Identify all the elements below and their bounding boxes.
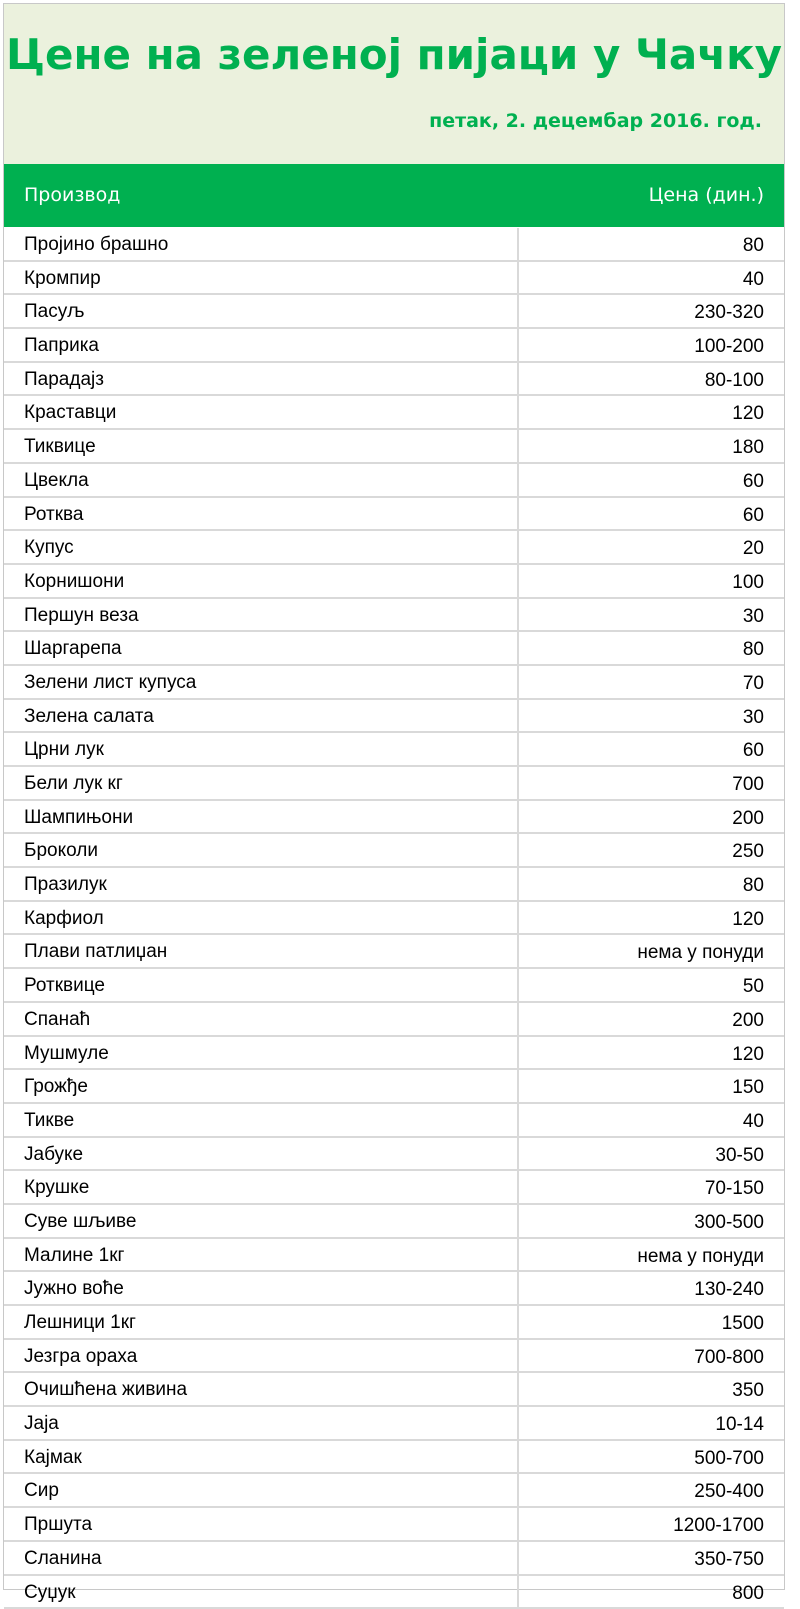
column-divider	[517, 329, 519, 361]
table-row	[4, 329, 784, 363]
table-row	[4, 1070, 784, 1104]
product-name: Плави патлиџан	[24, 941, 167, 963]
table-row	[4, 1474, 784, 1508]
column-divider	[517, 902, 519, 934]
column-divider	[517, 1441, 519, 1473]
product-price: 350	[732, 1380, 764, 1402]
table-row	[4, 1576, 784, 1609]
table-row	[4, 464, 784, 498]
product-name: Пројино брашно	[24, 234, 168, 256]
table-row	[4, 666, 784, 700]
column-divider	[517, 1542, 519, 1574]
product-name: Зелени лист купуса	[24, 672, 196, 694]
product-name: Сир	[24, 1480, 59, 1502]
product-price: 80-100	[705, 370, 764, 392]
table-row	[4, 1138, 784, 1172]
product-name: Пршута	[24, 1514, 92, 1536]
product-price: 230-320	[694, 302, 764, 324]
column-divider	[517, 1037, 519, 1069]
product-price: 10-14	[715, 1414, 764, 1436]
table-row	[4, 868, 784, 902]
table-row	[4, 733, 784, 767]
column-divider	[517, 1171, 519, 1203]
column-divider	[517, 1239, 519, 1271]
table-row	[4, 1037, 784, 1071]
product-name: Тикве	[24, 1110, 74, 1132]
page-header	[4, 4, 784, 164]
product-name: Суве шљиве	[24, 1211, 136, 1233]
product-price: 100	[732, 572, 764, 594]
column-divider	[517, 464, 519, 496]
product-price: 120	[732, 1044, 764, 1066]
column-divider	[517, 1205, 519, 1237]
product-name: Першун веза	[24, 605, 139, 627]
product-name: Шампињони	[24, 807, 133, 829]
product-name: Шаргарепа	[24, 638, 122, 660]
table-row	[4, 801, 784, 835]
product-price: нема у понуди	[637, 942, 764, 964]
product-price: 30	[743, 707, 764, 729]
column-divider	[517, 498, 519, 530]
product-name: Суџук	[24, 1582, 76, 1604]
column-divider	[517, 1340, 519, 1372]
column-divider	[517, 632, 519, 664]
column-divider	[517, 565, 519, 597]
product-name: Корнишони	[24, 571, 124, 593]
product-price: 300-500	[694, 1212, 764, 1234]
column-header-product: Производ	[24, 184, 120, 206]
product-price: 250-400	[694, 1481, 764, 1503]
price-list-frame	[3, 3, 785, 1590]
product-name: Крушке	[24, 1177, 89, 1199]
price-table	[4, 228, 784, 1609]
column-divider	[517, 599, 519, 631]
product-name: Кајмак	[24, 1447, 82, 1469]
column-divider	[517, 1373, 519, 1405]
table-header	[4, 164, 784, 227]
column-divider	[517, 801, 519, 833]
table-row	[4, 1306, 784, 1340]
table-row	[4, 498, 784, 532]
product-name: Језгра ораха	[24, 1346, 137, 1368]
table-row	[4, 632, 784, 666]
table-row	[4, 1373, 784, 1407]
table-row	[4, 228, 784, 262]
product-price: 350-750	[694, 1549, 764, 1571]
table-row	[4, 1003, 784, 1037]
product-price: 30	[743, 606, 764, 628]
table-row	[4, 1441, 784, 1475]
column-divider	[517, 531, 519, 563]
product-name: Спанаћ	[24, 1009, 90, 1031]
table-row	[4, 430, 784, 464]
table-row	[4, 1508, 784, 1542]
product-name: Бели лук кг	[24, 773, 123, 795]
product-price: 20	[743, 538, 764, 560]
column-divider	[517, 1003, 519, 1035]
column-divider	[517, 1272, 519, 1304]
product-name: Очишћена живина	[24, 1379, 187, 1401]
product-price: 60	[743, 505, 764, 527]
column-divider	[517, 1474, 519, 1506]
column-divider	[517, 295, 519, 327]
product-price: 1500	[722, 1313, 764, 1335]
product-price: 80	[743, 639, 764, 661]
table-row	[4, 935, 784, 969]
product-price: 180	[732, 437, 764, 459]
table-row	[4, 396, 784, 430]
product-price: 30-50	[715, 1145, 764, 1167]
product-name: Ротквице	[24, 975, 105, 997]
product-name: Краставци	[24, 402, 116, 424]
product-name: Зелена салата	[24, 706, 154, 728]
column-divider	[517, 733, 519, 765]
product-price: 500-700	[694, 1448, 764, 1470]
product-price: нема у понуди	[637, 1246, 764, 1268]
column-divider	[517, 868, 519, 900]
table-row	[4, 565, 784, 599]
table-row	[4, 1104, 784, 1138]
product-price: 120	[732, 403, 764, 425]
column-divider	[517, 935, 519, 967]
product-price: 200	[732, 808, 764, 830]
product-price: 40	[743, 1111, 764, 1133]
table-row	[4, 834, 784, 868]
table-row	[4, 902, 784, 936]
product-name: Сланина	[24, 1548, 102, 1570]
table-row	[4, 700, 784, 734]
column-divider	[517, 430, 519, 462]
product-price: 1200-1700	[673, 1515, 764, 1537]
product-name: Јаја	[24, 1413, 59, 1435]
product-name: Броколи	[24, 840, 98, 862]
table-row	[4, 531, 784, 565]
column-divider	[517, 834, 519, 866]
column-divider	[517, 969, 519, 1001]
table-row	[4, 295, 784, 329]
table-row	[4, 363, 784, 397]
column-divider	[517, 262, 519, 294]
product-price: 700	[732, 774, 764, 796]
column-divider	[517, 1104, 519, 1136]
product-name: Купус	[24, 537, 74, 559]
product-price: 150	[732, 1077, 764, 1099]
column-divider	[517, 1508, 519, 1540]
product-name: Јужно воће	[24, 1278, 124, 1300]
product-name: Ротква	[24, 504, 83, 526]
product-name: Празилук	[24, 874, 107, 896]
product-price: 40	[743, 269, 764, 291]
column-divider	[517, 1306, 519, 1338]
product-price: 60	[743, 471, 764, 493]
product-price: 120	[732, 909, 764, 931]
product-price: 60	[743, 740, 764, 762]
column-divider	[517, 1138, 519, 1170]
product-price: 100-200	[694, 336, 764, 358]
column-divider	[517, 396, 519, 428]
column-divider	[517, 228, 519, 260]
product-price: 800	[732, 1583, 764, 1605]
product-price: 70-150	[705, 1178, 764, 1200]
table-row	[4, 1205, 784, 1239]
product-name: Лешници 1кг	[24, 1312, 136, 1334]
table-row	[4, 262, 784, 296]
product-price: 700-800	[694, 1347, 764, 1369]
table-row	[4, 1407, 784, 1441]
product-price: 50	[743, 976, 764, 998]
column-header-price: Цена (дин.)	[649, 184, 764, 206]
column-divider	[517, 1407, 519, 1439]
page-title: Цене на зеленој пијаци у Чачку	[4, 30, 784, 79]
product-name: Тиквице	[24, 436, 96, 458]
product-name: Парадајз	[24, 369, 104, 391]
table-row	[4, 1542, 784, 1576]
column-divider	[517, 666, 519, 698]
column-divider	[517, 767, 519, 799]
product-name: Паприка	[24, 335, 99, 357]
table-row	[4, 1272, 784, 1306]
product-name: Цвекла	[24, 470, 89, 492]
product-name: Карфиол	[24, 908, 104, 930]
column-divider	[517, 700, 519, 732]
product-price: 80	[743, 875, 764, 897]
product-name: Кромпир	[24, 268, 101, 290]
product-name: Јабуке	[24, 1144, 83, 1166]
product-price: 70	[743, 673, 764, 695]
product-name: Малине 1кг	[24, 1245, 124, 1267]
product-price: 80	[743, 235, 764, 257]
column-divider	[517, 1070, 519, 1102]
table-row	[4, 1239, 784, 1273]
product-price: 130-240	[694, 1279, 764, 1301]
product-price: 250	[732, 841, 764, 863]
column-divider	[517, 1576, 519, 1608]
product-name: Црни лук	[24, 739, 104, 761]
product-name: Мушмуле	[24, 1043, 109, 1065]
product-name: Пасуљ	[24, 301, 84, 323]
product-name: Грожђе	[24, 1076, 88, 1098]
table-row	[4, 969, 784, 1003]
table-row	[4, 1340, 784, 1374]
column-divider	[517, 363, 519, 395]
page-date: петак, 2. децембар 2016. год.	[429, 110, 762, 132]
table-row	[4, 1171, 784, 1205]
table-row	[4, 767, 784, 801]
product-price: 200	[732, 1010, 764, 1032]
table-row	[4, 599, 784, 633]
